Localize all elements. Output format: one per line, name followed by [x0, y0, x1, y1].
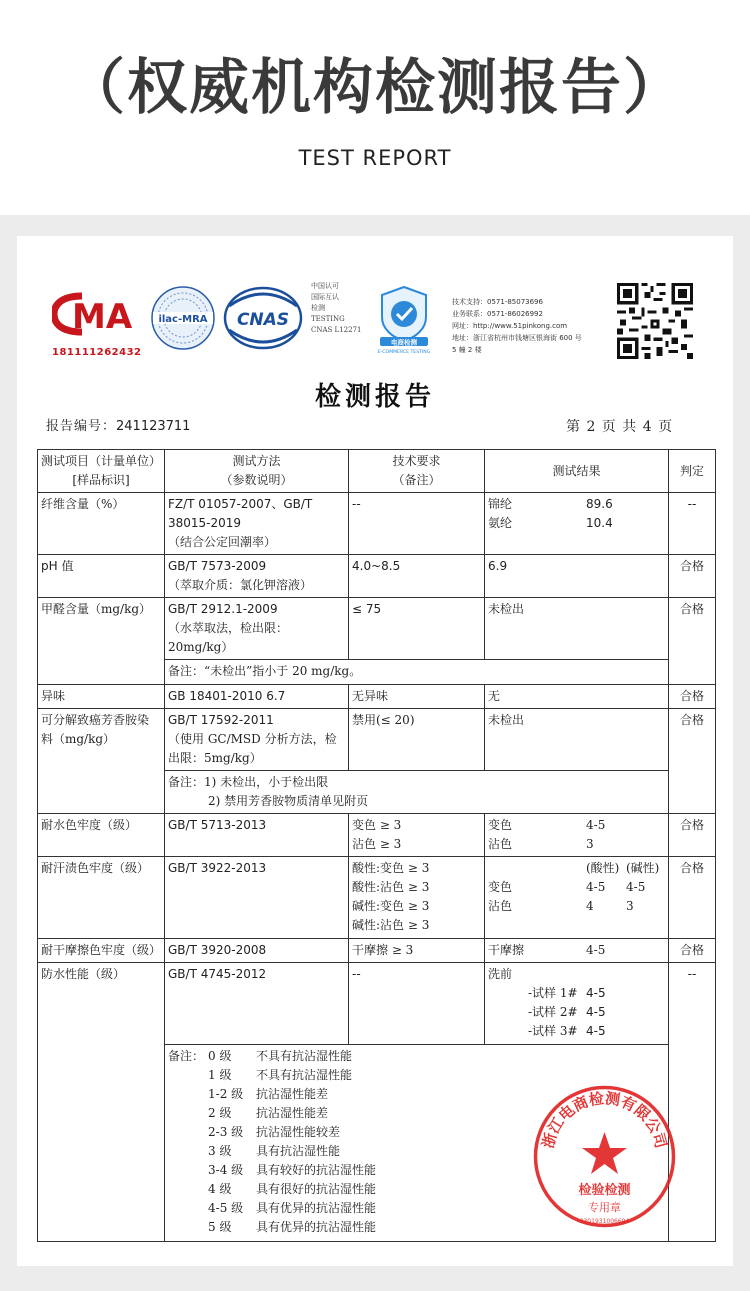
item-cell: 耐汗渍色牢度（级）	[38, 857, 165, 939]
requirement-cell: 干摩擦 ≥ 3	[349, 939, 485, 963]
requirement-cell: 禁用(≤ 20)	[349, 709, 485, 771]
method-cell: GB/T 3920-2008	[165, 939, 349, 963]
result-cell: 无	[485, 685, 669, 709]
report-title: 检测报告	[314, 382, 435, 412]
verdict-cell: 合格	[669, 598, 716, 685]
item-cell: 耐水色牢度（级）	[38, 814, 165, 857]
method-cell: GB/T 2912.1-2009 （水萃取法，检出限：20mg/kg）	[165, 598, 349, 660]
header-requirement: 技术要求 （备注）	[349, 450, 485, 493]
method-cell: FZ/T 01057-2007、GB/T 38015-2019 （结合公定回潮率）	[165, 493, 349, 555]
method-cell: GB/T 5713-2013	[165, 814, 349, 857]
qr-code	[617, 283, 693, 359]
report-number	[46, 415, 190, 434]
report-number-label: 报告编号：	[46, 419, 117, 434]
verdict-cell: --	[669, 963, 716, 1242]
note-cell: 备注：1) 未检出，小于检出限 2) 禁用芳香胺物质清单见附页	[165, 771, 669, 814]
stamp-org: 浙江电商检测有限公司	[538, 1089, 671, 1151]
method-cell: GB/T 7573-2009 （萃取介质：氯化钾溶液）	[165, 555, 349, 598]
item-cell: 可分解致癌芳香胺染 料（mg/kg）	[38, 709, 165, 814]
item-cell: 甲醛含量（mg/kg）	[38, 598, 165, 685]
table-row	[38, 963, 716, 1045]
ecommerce-logo-subtitle: E-COMMERCE TESTING	[377, 350, 431, 355]
table-row	[38, 555, 716, 598]
cma-logo-text: MA	[72, 297, 133, 337]
result-cell: 变色 4-5 沾色 3	[485, 814, 669, 857]
method-cell: GB/T 17592-2011 （使用 GC/MSD 分析方法，检 出限：5mg/kg）	[165, 709, 349, 771]
result-cell: 未检出	[485, 709, 669, 771]
method-cell: GB/T 3922-2013	[165, 857, 349, 939]
table-row	[38, 709, 716, 771]
header-result: 测试结果	[485, 450, 669, 493]
method-cell: GB/T 4745-2012	[165, 963, 349, 1045]
result-cell: 6.9	[485, 555, 669, 598]
note-cell: 备注：“未检出”指小于 20 mg/kg。	[165, 660, 669, 685]
verdict-cell: 合格	[669, 555, 716, 598]
stamp-line1: 检验检测	[578, 1183, 631, 1198]
requirement-cell: --	[349, 493, 485, 555]
table-row	[38, 685, 716, 709]
result-cell: 洗前 -试样 1# 4-5 -试样 2# 4-5 -试样 3# 4-5	[485, 963, 669, 1045]
contact-info: 技术支持：0571-85073696 业务联系：0571-86026992 网址：http://www.51pinkong.com 地址：浙江省杭州市钱塘区银海街 600 号 5 幢 2 楼	[452, 298, 582, 354]
cma-logo	[52, 290, 144, 338]
requirement-cell: 变色 ≥ 3 沾色 ≥ 3	[349, 814, 485, 857]
item-cell: pH 值	[38, 555, 165, 598]
page-title: （权威机构检测报告）	[65, 53, 685, 123]
item-cell: 纤维含量（%）	[38, 493, 165, 555]
table-row	[38, 598, 716, 660]
result-cell: 干摩擦 4-5	[485, 939, 669, 963]
header-banner	[0, 0, 750, 215]
result-cell: 未检出	[485, 598, 669, 660]
table-row	[38, 939, 716, 963]
item-cell: 防水性能（级）	[38, 963, 165, 1242]
header-verdict: 判定	[669, 450, 716, 493]
result-cell: 锦纶 89.6 氨纶 10.4	[485, 493, 669, 555]
ecommerce-logo-title: 电商检测	[391, 338, 417, 347]
verdict-cell: 合格	[669, 685, 716, 709]
verdict-cell: 合格	[669, 857, 716, 939]
cnas-logo	[223, 286, 303, 350]
result-cell: (酸性) (碱性) 变色 4-5 4-5 沾色 4 3	[485, 857, 669, 939]
requirement-cell: ≤ 75	[349, 598, 485, 660]
method-cell: GB 18401-2010 6.7	[165, 685, 349, 709]
table-row	[38, 814, 716, 857]
table-header-row	[38, 450, 716, 493]
cnas-logo-text: CNAS	[236, 310, 290, 330]
table-row	[38, 857, 716, 939]
header-item: 测试项目（计量单位） [样品标识]	[38, 450, 165, 493]
table-row	[38, 493, 716, 555]
ilac-mra-logo	[150, 285, 216, 351]
cnas-caption: 中国认可 国际互认 检测 TESTING CNAS L12271	[311, 282, 362, 334]
stamp-code: 3301931006694	[579, 1218, 630, 1225]
item-cell: 异味	[38, 685, 165, 709]
report-number-value: 241123711	[116, 419, 191, 434]
verdict-cell: 合格	[669, 939, 716, 963]
item-cell: 耐干摩擦色牢度（级）	[38, 939, 165, 963]
requirement-cell: --	[349, 963, 485, 1045]
official-stamp	[532, 1084, 677, 1229]
page-subtitle: TEST REPORT	[298, 146, 452, 170]
verdict-cell: --	[669, 493, 716, 555]
verdict-cell: 合格	[669, 814, 716, 857]
requirement-cell: 酸性:变色 ≥ 3 酸性:沾色 ≥ 3 碱性:变色 ≥ 3 碱性:沾色 ≥ 3	[349, 857, 485, 939]
requirement-cell: 无异味	[349, 685, 485, 709]
ilac-logo-text: ilac-MRA	[158, 314, 208, 325]
requirement-cell: 4.0~8.5	[349, 555, 485, 598]
header-method: 测试方法 （参数说明）	[165, 450, 349, 493]
ecommerce-testing-logo	[368, 283, 440, 355]
verdict-cell: 合格	[669, 709, 716, 814]
stamp-line2: 专用章	[588, 1201, 621, 1214]
cma-number: 181111262432	[52, 347, 142, 358]
page-info: 第 2 页 共 4 页	[566, 419, 674, 435]
note-cell: 备注： 0 级 不具有抗沾湿性能 1 级 不具有抗沾湿性能 1-2 级 抗沾湿性能差 2 级 抗沾湿性能差 2-3 级 抗沾湿性能较差 3 级 具有抗沾湿性能 3-4 级 具有较好的抗沾湿性能 4 级 具有很好的抗沾湿性能 4-5 级 具有优异的抗沾湿性能 5 级 具有优异的抗沾湿性能	[165, 1045, 669, 1242]
